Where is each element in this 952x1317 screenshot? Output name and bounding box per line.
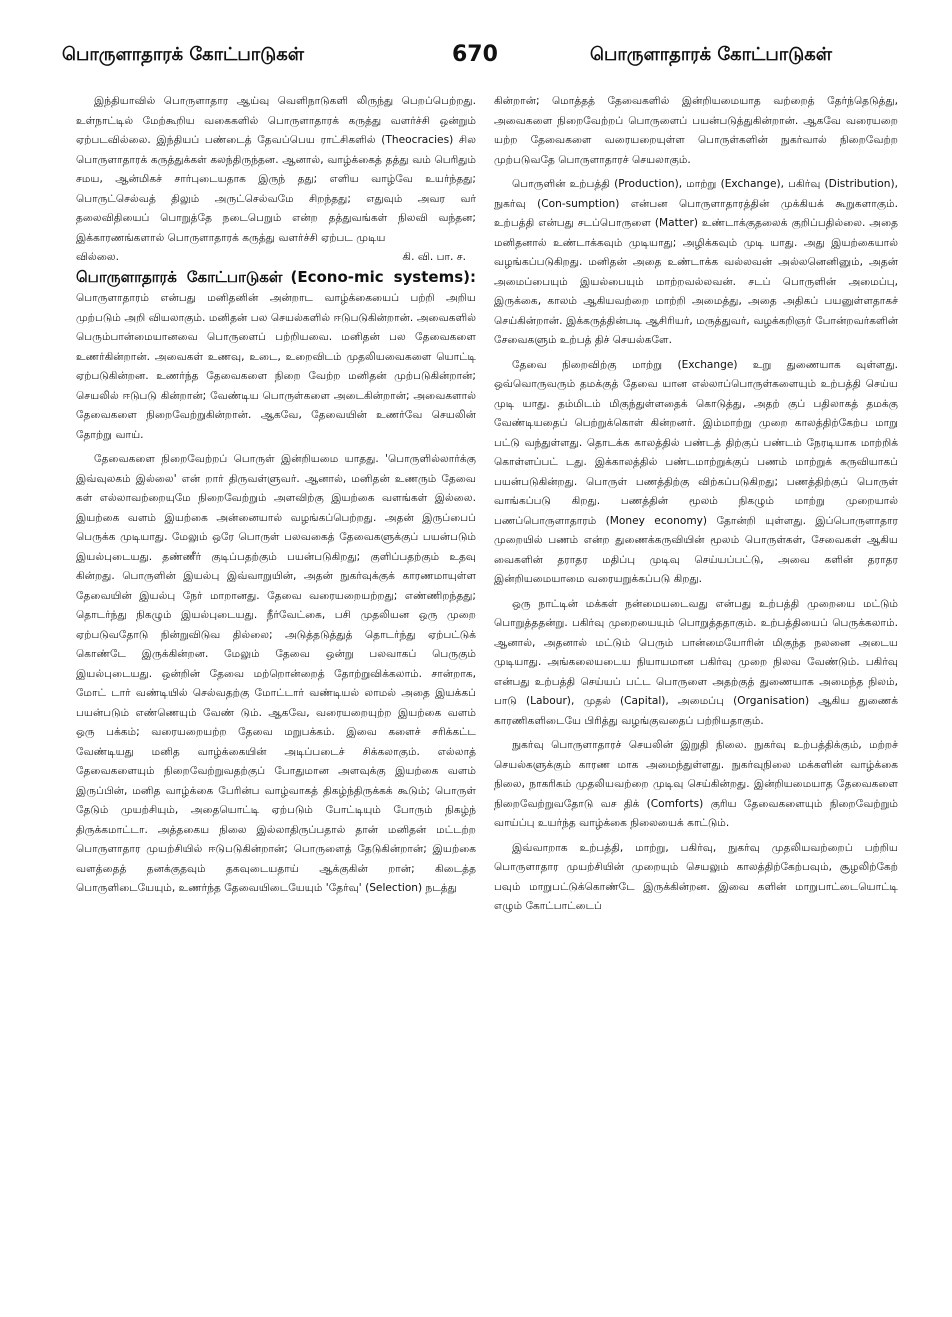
- paragraph: இந்தியாவில் பொருளாதார ஆய்வு வெளிநாடுகளி லிருந்து பெறப்பெற்றது. உள்நாட்டில் மேற்கூறிய வகைகளில் பொருளாதாரக் கருத்து வளர்ச்சி ஒன்றும் ஏற்படவில்லை. இந்தியப் பண்டைத் தேவப்பெய ராட்சிகளில் (Theocracies) சில பொருளாதாரக் கருத்துக்கள் கலந்திருந்தன. ஆனால், வாழ்க்கைத் தத்து வம் பெரிதும் சமய, ஆன்மிகச் சார்புடையதாக இருந் தது; எளிய வாழ்வே உயர்ந்தது; பொருட்செல்வத் திலும் அருட்செல்வமே சிறந்தது; எதுவும் அவர வர் தலைவிதியைப் பொறுத்தே நடைபெறும் என்ற தத்துவங்கள் நிலவி வந்தன; இக்காரணங்களால் பொருளாதாரக் கருத்து வளர்ச்சி ஏற்பட முடிய: [76, 95, 476, 244]
- paragraph: கின்றான்; மொத்தத் தேவைகளில் இன்றியமையாத வற்றைத் தேர்ந்தெடுத்து, அவைகளை நிறைவேற்றப் பொருளைப் பயன்படுத்துகின்றான். ஆகவே வரையறை யற்ற தேவைகளை வரையறையுள்ள பொருள்களின் நுகர்வால் நிறைவேற்ற முற்படுவதே பொருளாதாரச் செயலாகும்.: [494, 95, 898, 166]
- running-head-left: பொருளாதாரக் கோட்பாடுகள்: [62, 44, 304, 65]
- paragraph: நுகர்வு பொருளாதாரச் செயலின் இறுதி நிலை. நுகர்வு உற்பத்திக்கும், மற்றச் செயல்களுக்கும் காரண மாக அமைந்துள்ளது. நுகர்வுநிலை மக்களின் வாழ்க்கை நிலை, நாகரிகம் முதலியவற்றை முடிவு செய்கின்றது. இன்றியமையாத தேவைகளை நிறைவேற்றுவதோடு வச திக் (Comforts) குரிய தேவைகளையும் நிறைவேற்றும் வாய்ப்பு உயர்ந்த வாழ்க்கை நிலையைக் காட்டும்.: [494, 739, 898, 829]
- paragraph: இவ்வாறாக உற்பத்தி, மாற்று, பகிர்வு, நுகர்வு முதலியவற்றைப் பற்றிய பொருளாதார முயற்சியின் முறையும் செயலும் காலத்திற்கேற்பவும், சூழலிற்கேற் பவும் மாறுபட்டுக்கொண்டே இருக்கின்றன. இவை களின் மாறுபாட்டையொட்டி எழும் கோட்பாட்டைப்: [494, 841, 898, 912]
- paragraph: பொருளின் உற்பத்தி (Production), மாற்று (Exchange), பகிர்வு (Distribution), நுகர்வு (Con-sumption) என்பன பொருளாதாரத்தின் முக்கியக் கூறுகளாகும். உற்பத்தி என்பது சடப்பொருளை (Matter) உண்டாக்குதலைக் குறிப்பதில்லை. அதை மனிதனால் உண்டாக்கவும் முடியாது; அழிக்கவும் முடி யாது. அது இயற்கையால் வழங்கப்படுகிறது. மனிதன் அதை உண்டாக்க வல்லவன் அல்லனெனினும், அதன் அமைப்பையும் இயல்பையும் மாற்றவல்லவன். சடப் பொருளின் அமைப்பு, இருக்கை, காலம் ஆகியவற்றை மாற்றி அமைத்து, அதை அதிகப் பயனுள்ளதாகச் செய்கின்றான். இக்கருத்தின்படி ஆசிரியர், மருத்துவர், வழக்கறிஞர் போன்றவர்களின் சேவைகளும் உற்பத் திச் செயல்களே.: [494, 178, 898, 346]
- paragraph: தேவைகளை நிறைவேற்றப் பொருள் இன்றியமை யாதது. 'பொருளில்லார்க்கு இவ்வுலகம் இல்லை' என் றார் திருவள்ளுவர். ஆனால், மனிதன் உணரும் தேவை கள் எல்லாவற்றையுமே நிறைவேற்றும் அளவிற்கு இயற்கை வளங்கள் இல்லை. இயற்கை வளம் இயற்கை அன்னையால் வழங்கப்பெற்றது. அதன் இருப்பைப் பெருக்க முடியாது. மேலும் ஒரே பொருள் பலவகைத் தேவைகளுக்குப் பயன்படும் இயல்புடையது. தண்ணீர் குடிப்பதற்கும் பயன்படுகிறது; குளிப்பதற்கும் உதவு கின்றது. பொருளின் இயல்பு இவ்வாறுயின், அதன் நுகர்வுக்குக் காரணமாயுள்ள தேவையின் இயல்பு நேர் மாறானது. தேவை வரையறையற்றது; எண்ணிறந்தது; தொடர்ந்து நிகழும் இயல்புடையது. நீர்வேட்கை, பசி முதலியன ஒரு முறை ஏற்படுவதோடு நின்றுவிடுவ தில்லை; அடுத்தடுத்துத் தொடர்ந்து ஏற்பட்டுக் கொண்டே இருக்கின்றன. மேலும் தேவை ஒன்று பலவாகப் பெருகும் இயல்புடையது. ஒன்றின் தேவை மற்றொன்றைத் தோற்றுவிக்கலாம். சான்றாக, மோட் டார் வண்டியில் செல்வதற்கு மோட்டார் வண்டியல் லாமல் அதை இயக்கப் பயன்படும் எண்ணெயும் வேண் டும். ஆகவே, வரையறையுற்ற இயற்கை வளம் ஒரு பக்கம்; வரையறையற்ற தேவை மறுபக்கம். இவை களைச் சரிக்கட்ட வேண்டியது மனித வாழ்க்கையின் அடிப்படைச் சிக்கலாகும். எல்லாத் தேவைகளையும் நிறைவேற்றுவதற்குப் போதுமான அளவுக்கு இயற்கை வளம் இருப்பின், மனித வாழ்க்கை பேரின்ப வாழ்வாகத் திகழ்ந்திருக்கக் கூடும்; பொருள் தேடும் முயற்சியும், அதையொட்டி ஏற்படும் போட்டியும் போரும் நிகழ்ந் திருக்கமாட்டா. அத்தகைய நிலை இல்லாதிருப்பதால் தான் மனிதன் மட்டற்ற பொருளாதார முயற்சியில் ஈடுபடுகின்றான்; பொருளைத் தேடுகின்றான்; இயற்கை வளத்தைத் தனக்குதவும் தகவுடையதாய் ஆக்குகின் றான்; கிடைத்த பொருளிடையேயும், உணர்ந்த தேவையிடையேயும் 'தேர்வு' (Selection) நடத்து: [76, 453, 476, 894]
- author-signature: கி. வி. பா. ச.: [402, 251, 466, 263]
- paragraph: ஒரு நாட்டின் மக்கள் நன்மையடைவது என்பது உற்பத்தி முறையை மட்டும் பொறுத்ததன்று. பகிர்வு முறையையும் பொறுத்ததாகும். உற்பத்தியைப் பெருக்கலாம். ஆனால், அதனால் மட்டும் பெரும் பான்மையோரின் மிகுந்த நலனை அடைய முடியாது. அங்கலையடைய நியாயமான பகிர்வு முறை நிலவ வேண்டும். பகிர்வு என்பது உற்பத்தி செய்யப் பட்ட பொருளை அதற்குத் துணையாக அமைந்த நிலம், பாடு (Labour), முதல் (Capital), அமைப்பு (Organisation) ஆகிய துணைக் காரணிகளிடையே பிரித்து வழங்குவதைப் பற்றியதாகும்.: [494, 597, 898, 727]
- page-number: 670: [452, 42, 498, 67]
- entry-title-english: (Econo-mic systems):: [290, 267, 476, 286]
- entry-title: பொருளாதாரக் கோட்பாடுகள்: [76, 267, 283, 286]
- page-header: [0, 0, 952, 90]
- paragraph: தேவை நிறைவிற்கு மாற்று (Exchange) உறு துணையாக வுள்ளது. ஒவ்வொருவரும் தமக்குத் தேவை யான எல்லாப்பொருள்களையும் உற்பத்தி செய்ய முடி யாது. தம்மிடம் மிகுந்துள்ளதைக் கொடுத்து, அதற் குப் பதிலாகத் தமக்கு வேண்டியதைப் பெற்றுக்கொள் கின்றனர். இம்மாற்று முறை காலத்திற்கேற்ப மாறு பட்டு வந்துள்ளது. தொடக்க காலத்தில் பண்டத் திற்குப் பண்டம் நேரடியாக மாற்றிக் கொள்ளப்பட் டது. இக்காலத்தில் பண்டமாற்றுக்குப் பணம் மாற்றுக் கருவியாகப் பயன்படுகின்றது. பொருள் பணத்திற்கு விற்கப்படுகிறது; பணத்திற்குப் பொருள் வாங்கப்படு கிறது. பணத்தின் மூலம் நிகழும் மாற்று முறையால் பணப்பொருளாதாரம் (Money economy) தோன்றி யுள்ளது. இப்பொருளாதார முறையில் பணம் என்ற துணைக்கருவியின் மூலம் பொருள்கள், சேவைகள் ஆகிய வைகளின் தராதர மதிப்பு முடிவு செய்யப்பட்டு, அவை களின் தராதர இன்றியமையாமை வரையறுக்கப்படு கிறது.: [494, 358, 898, 585]
- paragraph-end: வில்லை.: [76, 251, 120, 263]
- signature-line: [76, 248, 476, 268]
- left-column: [76, 92, 476, 899]
- running-head-right: பொருளாதாரக் கோட்பாடுகள்: [590, 44, 832, 65]
- right-column: [494, 92, 898, 917]
- entry-paragraph: [76, 268, 476, 446]
- entry-text: பொருளாதாரம் என்பது மனிதனின் அன்றாட வாழ்க்கையைப் பற்றி அறிய முற்படும் அறி வியலாகும். மனிதன் பல செயல்களில் ஈடுபடுகின்றான். அவைகளில் பெரும்பான்மையானவை பொருளைப் பற்றியவை. மனிதன் பல தேவைகளை உணர்கின்றான். அவைகள் உணவு, உடை, உறைவிடம் முதலியவைகளை யொட்டி ஏற்படுகின்றன. உணர்ந்த தேவைகளை நிறை வேற்ற மனிதன் முற்படுகின்றான்; செயலில் ஈடுபடு கின்றான்; வேண்டிய பொருள்களை அடைகின்றான்; அவைகளால் தேவைகளை நிறைவேற்றுகின்றான். ஆகவே, தேவையின் உணர்வே செயலின் தோற்று வாய்.: [76, 292, 476, 441]
